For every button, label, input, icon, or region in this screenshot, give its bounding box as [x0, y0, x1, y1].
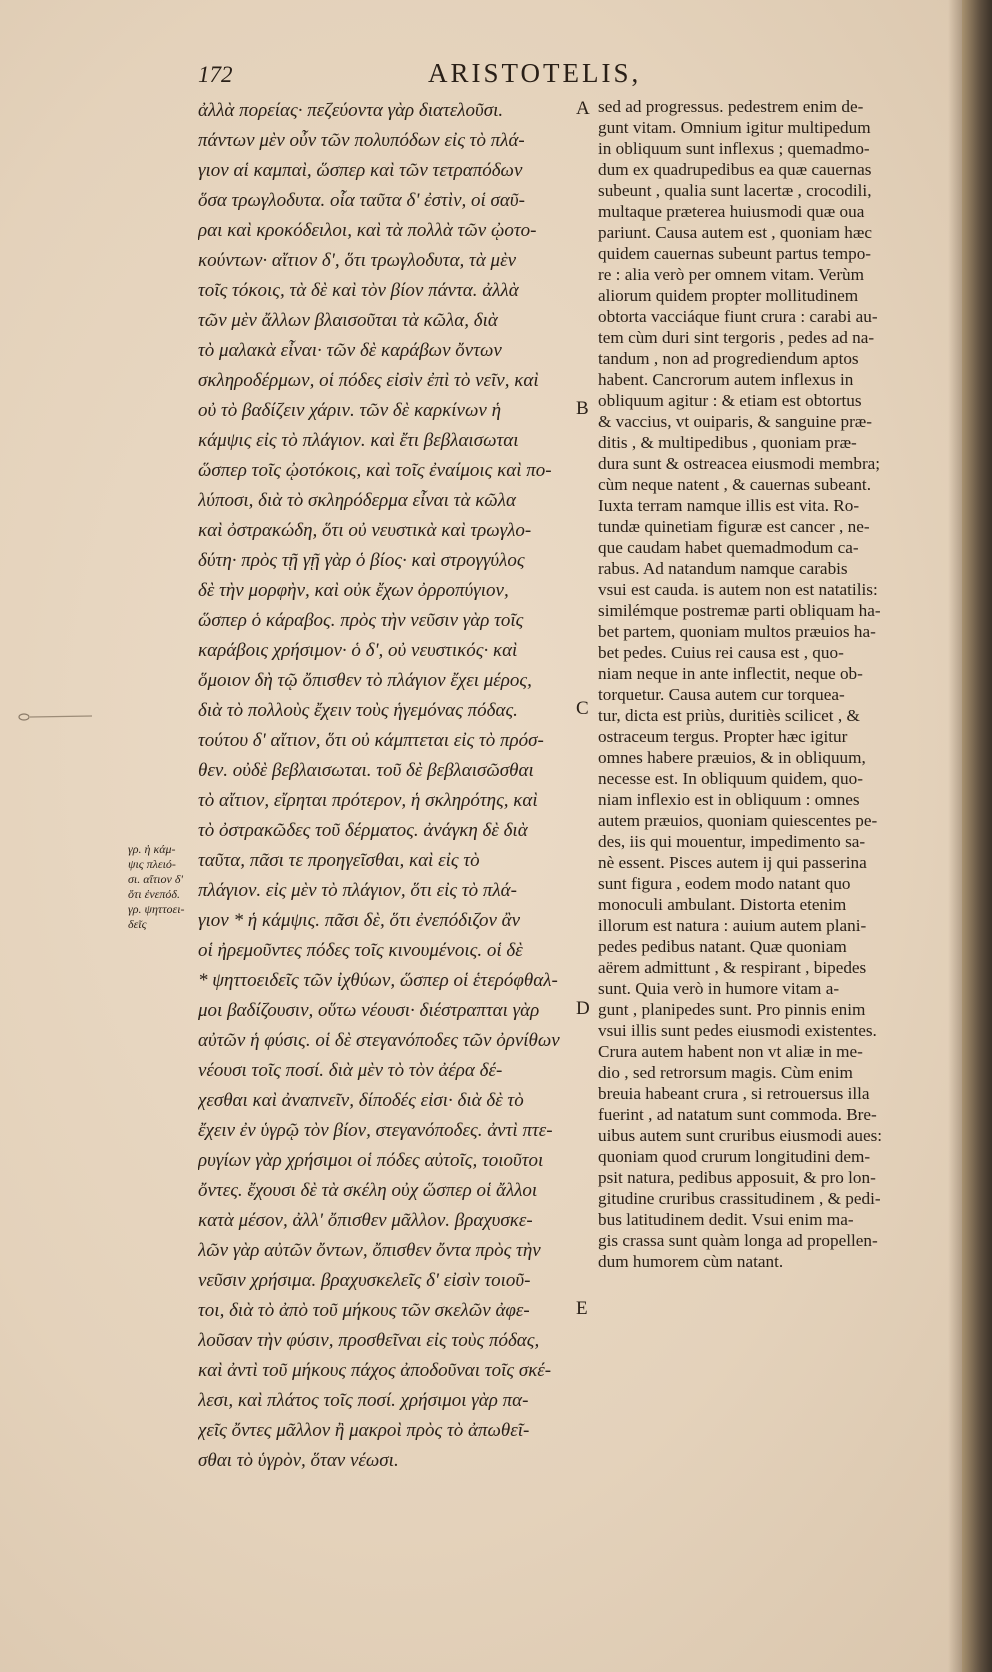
latin-text-line: monoculi ambulant. Distorta etenim [598, 895, 847, 914]
greek-text-line: τὸ ὀστρακῶδες τοῦ δέρματος. ἀνάγκη δὲ διὰ [198, 820, 528, 841]
latin-text-line: dura sunt & ostreacea eiusmodi membra; [598, 454, 881, 473]
section-letter: D [576, 998, 590, 1019]
greek-text-line: γιον * ἡ κάμψις. πᾶσι δὲ, ὅτι ἐνεπόδιζον ἂν [198, 910, 521, 931]
running-head [198, 58, 718, 98]
section-letter: B [576, 398, 589, 419]
greek-text-line: δύτη· πρὸς τῇ γῇ γὰρ ὁ βίος· καὶ στρογγύλος [198, 550, 525, 571]
greek-text-line: κάμψις εἰς τὸ πλάγιον. καὶ ἔτι βεβλαισωται [198, 430, 519, 451]
greek-text-column [198, 96, 576, 1476]
latin-text-line: sunt. Quia verò in humore vitam a- [598, 979, 840, 998]
greek-text-line: * ψηττοειδεῖς τῶν ἰχθύων, ὥσπερ οἱ ἑτερόφθαλ- [198, 970, 558, 991]
greek-text-line: χεσθαι καὶ ἀναπνεῖν, δίποδές εἰσι· διὰ δὲ τὸ [198, 1090, 524, 1111]
greek-text-line: διὰ τὸ πολλοὺς ἔχειν τοὺς ἡγεμόνας πόδας. [198, 700, 518, 721]
latin-text-line: bet pedes. Cuius rei causa est , quo- [598, 643, 844, 662]
latin-text-line: aliorum quidem propter mollitudinem [598, 286, 859, 305]
greek-text-line: λῶν γὰρ αὐτῶν ὄντων, ὄπισθεν ὄντα πρὸς τὴν [198, 1240, 541, 1261]
latin-text-line: necesse est. In obliquum quidem, quo- [598, 769, 863, 788]
latin-text-line: tur, dicta est priùs, duritiès scilicet , & [598, 706, 860, 725]
latin-text-line: re : alia verò per omnem vitam. Verùm [598, 265, 865, 284]
latin-text-line: gunt , planipedes sunt. Pro pinnis enim [598, 1000, 866, 1019]
latin-text-line: rabus. Ad natandum namque carabis [598, 559, 848, 578]
latin-text-line: psit natura, pedibus apposuit, & pro lon- [598, 1168, 876, 1187]
greek-text-line: σκληροδέρμων, οἱ πόδες εἰσὶν ἐπὶ τὸ νεῖν, καὶ [198, 370, 539, 391]
latin-text-line: dum ex quadrupedibus ea quæ cauernas [598, 160, 872, 179]
greek-text-line: θεν. οὐδὲ βεβλαισωται. τοῦ δὲ βεβλαισῶσθαι [198, 760, 534, 781]
latin-text-line: obtorta vacciáque fiunt crura : carabi au- [598, 307, 878, 326]
latin-text-line: subeunt , qualia sunt lacertæ , crocodili, [598, 181, 872, 200]
latin-text-column [598, 96, 954, 1272]
greek-text-line: κατὰ μέσον, ἀλλ' ὄπισθεν μᾶλλον. βραχυσκε- [198, 1210, 533, 1231]
latin-text-line: in obliquum sunt inflexus ; quemadmo- [598, 139, 870, 158]
greek-text-line: οὐ τὸ βαδίζειν χάριν. τῶν δὲ καρκίνων ἡ [198, 400, 502, 421]
latin-text-line: sed ad progressus. pedestrem enim de- [598, 97, 864, 116]
greek-text-line: καὶ ἀντὶ τοῦ μήκους πάχος ἀποδοῦναι τοῖς σκέ- [198, 1360, 552, 1381]
latin-text-line: niam neque in ante inflectit, neque ob- [598, 664, 863, 683]
page-edge [962, 0, 992, 1672]
greek-text-line: τούτου δ' αἴτιον, ὅτι οὐ κάμπτεται εἰς τὸ πρόσ- [198, 730, 544, 751]
latin-text-line: ostraceum tergus. Propter hæc igitur [598, 727, 848, 746]
latin-text-line: bet partem, quoniam multos præuios ha- [598, 622, 876, 641]
latin-text-line: vsui est cauda. is autem non est natatilis: [598, 580, 878, 599]
latin-text-line: quidem cauernas subeunt partus tempo- [598, 244, 872, 263]
latin-text-line: pariunt. Causa autem est , quoniam hæc [598, 223, 872, 242]
latin-text-line: autem præuios, quoniam quiescentes pe- [598, 811, 878, 830]
running-title: ARISTOTELIS, [428, 58, 642, 88]
latin-text-line: Iuxta terram namque illis est vita. Ro- [598, 496, 860, 515]
latin-text-line: aërem admittunt , & respirant , bipedes [598, 958, 867, 977]
greek-text-line: τοι, διὰ τὸ ἀπὸ τοῦ μήκους τῶν σκελῶν ἀφε- [198, 1300, 530, 1321]
greek-text-line: ὄντες. ἔχουσι δὲ τὰ σκέλη οὐχ ὥσπερ οἱ ἄλλοι [198, 1180, 538, 1201]
latin-text-line: dio , sed retrorsum magis. Cùm enim [598, 1063, 853, 1082]
latin-text-line: similémque postremæ parti obliquam ha- [598, 601, 881, 620]
latin-text-line: obliquum agitur : & etiam est obtortus [598, 391, 862, 410]
greek-text-line: ὅμοιον δὴ τῷ ὄπισθεν τὸ πλάγιον ἔχει μέρος, [198, 670, 532, 691]
latin-text-line: Crura autem habent non vt aliæ in me- [598, 1042, 863, 1061]
latin-text-line: pedes pedibus natant. Quæ quoniam [598, 937, 847, 956]
latin-text-line: que caudam habet quemadmodum ca- [598, 538, 859, 557]
greek-text-line: οἱ ἠρεμοῦντες πόδες τοῖς κινουμένοις. οἱ δὲ [198, 940, 523, 961]
greek-text-line: νεῦσιν χρήσιμα. βραχυσκελεῖς δ' εἰσὶν τοιοῦ- [198, 1270, 531, 1291]
greek-text-line: πάντων μὲν οὖν τῶν πολυπόδων εἰς τὸ πλά- [198, 130, 525, 151]
latin-text-line: omnes habere præuios, & in obliquum, [598, 748, 866, 767]
greek-text-line: ραι καὶ κροκόδειλοι, καὶ τὰ πολλὰ τῶν ᾠοτο- [198, 220, 537, 241]
latin-text-line: nè essent. Pisces autem ij qui passerina [598, 853, 867, 872]
greek-text-line: γιον αἱ καμπαὶ, ὥσπερ καὶ τῶν τετραπόδων [198, 160, 523, 181]
greek-text-line: ὅσα τρωγλοδυτα. οἷα ταῦτα δ' ἐστὶν, οἱ σαῦ- [198, 190, 525, 211]
greek-text-line: λοῦσαν τὴν φύσιν, προσθεῖναι εἰς τοὺς πόδας, [198, 1330, 540, 1351]
latin-text-line: torquetur. Causa autem cur torquea- [598, 685, 845, 704]
greek-text-line: λεσι, καὶ πλάτος τοῖς ποσί. χρήσιμοι γὰρ πα- [198, 1390, 529, 1411]
latin-text-line: gunt vitam. Omnium igitur multipedum [598, 118, 871, 137]
section-letter: A [576, 98, 590, 119]
latin-text-line: & vaccius, vt ouiparis, & sanguine præ- [598, 412, 872, 431]
greek-text-line: αὐτῶν ἡ φύσις. οἱ δὲ στεγανόποδες τῶν ὀρνίθων [198, 1030, 560, 1051]
greek-text-line: σθαι τὸ ὑγρὸν, ὅταν νέωσι. [198, 1450, 399, 1471]
greek-text-line: ρυγίων γὰρ χρήσιμοι οἱ πόδες αὐτοῖς, τοιοῦτοι [198, 1150, 544, 1171]
greek-text-line: ταῦτα, πᾶσι τε προηγεῖσθαι, καὶ εἰς τὸ [198, 850, 480, 871]
greek-text-line: τὸ αἴτιον, εἴρηται πρότερον, ἡ σκληρότης, καὶ [198, 790, 538, 811]
latin-text-line: tundæ quinetiam figuræ est cancer , ne- [598, 517, 870, 536]
latin-text-line: uibus autem sunt cruribus eiusmodi aues: [598, 1126, 883, 1145]
greek-text-line: πλάγιον. εἰς μὲν τὸ πλάγιον, ὅτι εἰς τὸ πλά- [198, 880, 517, 901]
side-note-line: ὅτι ἐνεπόδ. [128, 887, 181, 901]
latin-text-line: illorum est natura : auium autem plani- [598, 916, 867, 935]
greek-text-line: τῶν μὲν ἄλλων βλαισοῦται τὰ κῶλα, διὰ [198, 310, 498, 331]
greek-text-line: καὶ ὀστρακώδη, ὅτι οὐ νευστικὰ καὶ τρωγλο- [198, 520, 532, 541]
marginal-notes [128, 842, 198, 932]
side-note-line: γρ. ἡ κάμ- [128, 842, 176, 856]
latin-text-line: niam inflexio est in obliquum : omnes [598, 790, 860, 809]
side-note-line: ψις πλειό- [128, 857, 176, 871]
latin-text-line: vsui illis sunt pedes eiusmodi existentes. [598, 1021, 877, 1040]
greek-text-line: κούντων· αἴτιον δ', ὅτι τρωγλοδυτα, τὰ μὲν [198, 250, 517, 271]
greek-text-line: νέουσι τοῖς ποσί. διὰ μὲν τὸ τὸν ἀέρα δέ- [198, 1060, 503, 1081]
latin-text-line: quoniam quod crurum longitudini dem- [598, 1147, 871, 1166]
latin-text-line: bus latitudinem dedit. Vsui enim ma- [598, 1210, 854, 1229]
latin-text-line: fuerint , ad natatum sunt commoda. Bre- [598, 1105, 877, 1124]
greek-text-line: δὲ τὴν μορφὴν, καὶ οὐκ ἔχων ὀρροπύγιον, [198, 580, 509, 601]
latin-text-line: gis crassa sunt quàm longa ad propellen- [598, 1231, 878, 1250]
latin-text-line: cùm neque natent , & cauernas subeant. [598, 475, 871, 494]
latin-text-line: des, iis qui mouentur, impedimento sa- [598, 832, 866, 851]
latin-text-line: habent. Cancrorum autem inflexus in [598, 370, 854, 389]
greek-text-line: ὥσπερ τοῖς ᾠοτόκοις, καὶ τοῖς ἐναίμοις καὶ πο- [198, 460, 552, 481]
greek-text-line: τὸ μαλακὰ εἶναι· τῶν δὲ καράβων ὄντων [198, 340, 502, 361]
latin-text-line: tandum , non ad progrediendum aptos [598, 349, 859, 368]
side-note-line: γρ. ψηττοει- [128, 902, 185, 916]
greek-text-line: καράβοις χρήσιμον· ὁ δ', οὐ νευστικός· καὶ [198, 640, 518, 661]
latin-text-line: breuia habeant crura , si retrouersus illa [598, 1084, 870, 1103]
greek-text-line: ἀλλὰ πορείας· πεζεύοντα γὰρ διατελοῦσι. [198, 100, 504, 121]
section-letter: E [576, 1298, 588, 1319]
latin-text-line: ditis , & multipedibus , quoniam præ- [598, 433, 857, 452]
latin-text-line: tem cùm duri sint tergoris , pedes ad na- [598, 328, 875, 347]
greek-text-line: λύποσι, διὰ τὸ σκληρόδερμα εἶναι τὰ κῶλα [198, 490, 516, 511]
side-note-line: δεῖς [128, 917, 147, 931]
greek-text-line: χεῖς ὄντες μᾶλλον ἢ μακροὶ πρὸς τὸ ἀπωθεῖ- [198, 1420, 530, 1441]
side-note-line: σι. αἴτιον δ' [128, 872, 183, 886]
margin-ink-mark [16, 712, 96, 722]
greek-text-line: ὥσπερ ὁ κάραβος. πρὸς τὴν νεῦσιν γὰρ τοῖς [198, 610, 524, 631]
greek-text-line: μοι βαδίζουσιν, οὕτω νέουσι· διέστραπται γὰρ [198, 1000, 540, 1021]
greek-text-line: ἔχειν ἐν ὑγρῷ τὸν βίον, στεγανόποδες. ἀντὶ πτε- [198, 1120, 553, 1141]
section-letter: C [576, 698, 589, 719]
page-number: 172 [198, 62, 233, 87]
latin-text-line: dum humorem cùm natant. [598, 1252, 784, 1271]
greek-text-line: τοῖς τόκοις, τὰ δὲ καὶ τὸν βίον πάντα. ἀλλὰ [198, 280, 519, 301]
latin-text-line: gitudine cruribus crassitudinem , & pedi- [598, 1189, 881, 1208]
latin-text-line: multaque præterea huiusmodi quæ oua [598, 202, 865, 221]
latin-text-line: sunt figura , eodem modo natant quo [598, 874, 851, 893]
